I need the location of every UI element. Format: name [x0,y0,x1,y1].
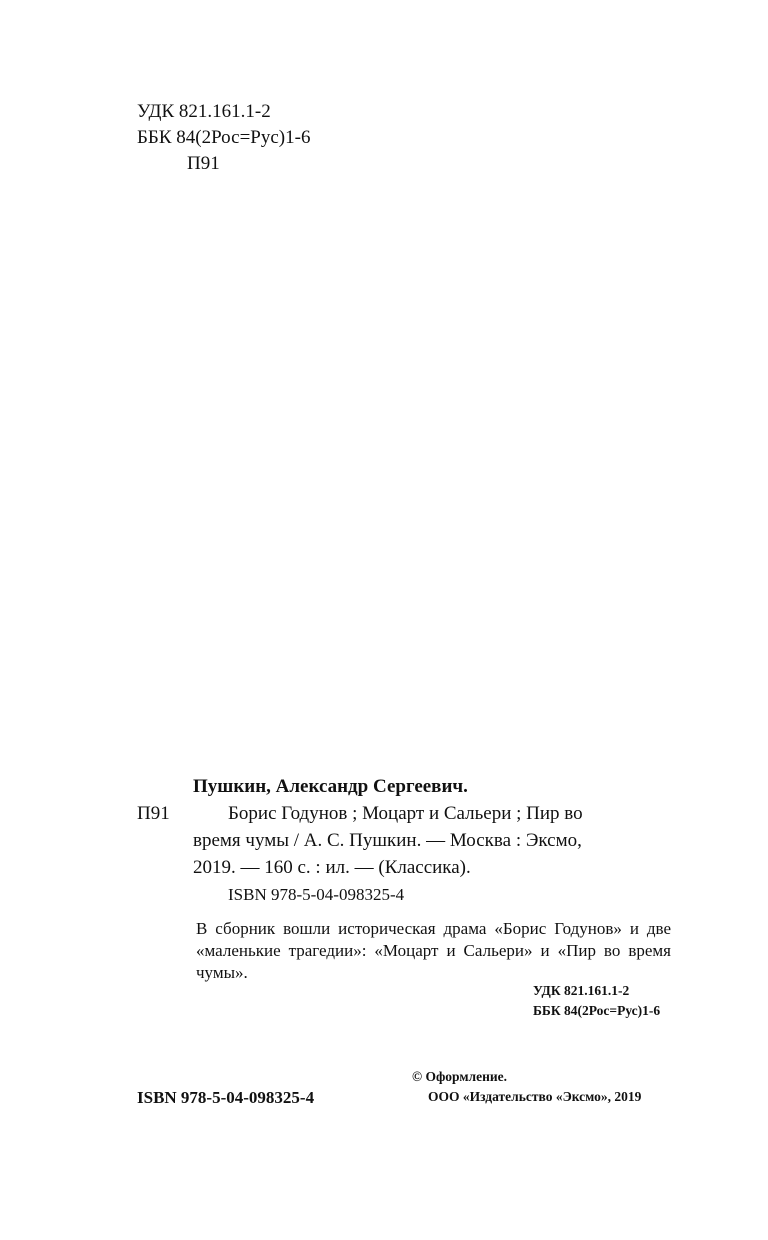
annotation: В сборник вошли историческая драма «Борис Годунов» и две «маленькие трагедии»: «Моцарт и Сальери» и «Пир во время чумы». [196,919,671,982]
bbk-code: ББК 84(2Рос=Рус)1-6 [137,127,311,148]
card-isbn: ISBN 978-5-04-098325-4 [228,885,405,904]
udk-code: УДК 821.161.1-2 [137,101,271,122]
card-udk-code: УДК 821.161.1-2 [533,983,630,998]
footer-isbn: ISBN 978-5-04-098325-4 [137,1088,315,1107]
author-mark: П91 [187,153,220,174]
copyright-line-2: ООО «Издательство «Эксмо», 2019 [428,1089,642,1104]
copyright-line-1: © Оформление. [412,1069,508,1084]
description-line-3: 2019. — 160 с. : ил. — (Классика). [193,857,471,878]
description-line-1: Борис Годунов ; Моцарт и Сальери ; Пир во [228,803,583,824]
card-bbk-code: ББК 84(2Рос=Рус)1-6 [533,1003,661,1018]
description-line-2: время чумы / А. С. Пушкин. — Москва : Эксмо, [193,830,582,851]
author-heading: Пушкин, Александр Сергеевич. [193,776,468,797]
card-author-mark: П91 [137,803,170,824]
